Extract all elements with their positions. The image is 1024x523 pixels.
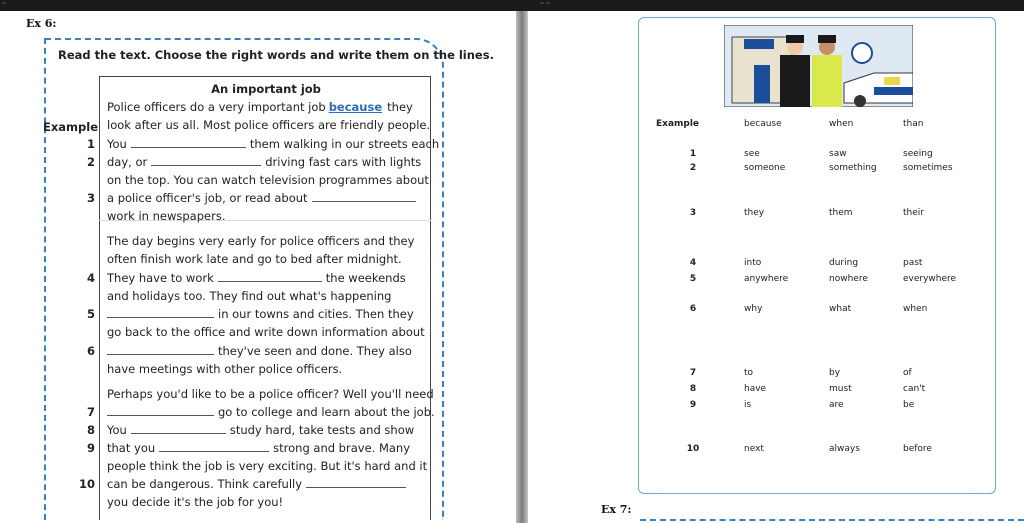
- passage-line: [107, 173, 429, 187]
- bottom-dashed-line: [640, 519, 1024, 521]
- example-label: Example: [43, 120, 98, 134]
- answer-blank[interactable]: [306, 478, 406, 488]
- line-text: day, or: [107, 155, 148, 169]
- option-word[interactable]: saw: [829, 149, 847, 159]
- answer-blank[interactable]: [107, 308, 214, 318]
- line-text: driving fast cars with lights: [265, 155, 422, 169]
- passage-line: [107, 495, 283, 509]
- option-word[interactable]: past: [903, 258, 923, 268]
- question-number: 8: [86, 423, 95, 437]
- passage-line: [107, 307, 414, 321]
- line-text: You: [107, 423, 127, 437]
- line-text: work in newspapers.: [107, 209, 226, 223]
- question-number: 4: [86, 271, 95, 285]
- option-number: 4: [689, 258, 697, 268]
- line-text: they: [387, 100, 413, 114]
- question-number: 3: [86, 191, 95, 205]
- line-text: people think the job is very exciting. But it's hard and it: [107, 459, 428, 473]
- option-word[interactable]: than: [903, 119, 924, 129]
- line-text: often finish work late and go to bed after midnight.: [107, 252, 402, 266]
- passage-line: [107, 405, 435, 419]
- exercise-7-label: Ex 7:: [601, 503, 632, 516]
- table-divider: [99, 76, 100, 520]
- option-number: 8: [689, 384, 697, 394]
- line-text: them walking in our streets each: [249, 137, 440, 151]
- option-word[interactable]: when: [903, 304, 928, 314]
- corner-scribble: ~ ~: [540, 1, 550, 7]
- passage-line: [107, 362, 342, 376]
- answer-blank[interactable]: [131, 424, 226, 434]
- option-number: 2: [689, 163, 697, 173]
- question-number: 2: [86, 155, 95, 169]
- option-word[interactable]: nowhere: [829, 274, 868, 284]
- passage-line: [107, 155, 421, 169]
- answer-blank[interactable]: [107, 406, 214, 416]
- line-text: Perhaps you'd like to be a police officer? Well you'll need: [107, 387, 434, 401]
- option-number: 3: [689, 208, 697, 218]
- answer-blank[interactable]: [151, 156, 261, 166]
- table-top-border: [99, 76, 431, 77]
- option-word[interactable]: next: [744, 444, 764, 454]
- line-text: they've seen and done. They also: [218, 344, 412, 358]
- line-text: look after us all. Most police officers are friendly people.: [107, 118, 431, 132]
- example-answer: because: [328, 100, 383, 114]
- question-number: 10: [78, 477, 95, 491]
- option-word[interactable]: someone: [744, 163, 786, 173]
- option-word[interactable]: sometimes: [903, 163, 953, 173]
- line-text: a police officer's job, or read about: [107, 191, 308, 205]
- answer-blank[interactable]: [107, 345, 214, 355]
- passage-line: [107, 459, 427, 473]
- passage-line: [107, 234, 414, 248]
- top-dark-bar: [0, 0, 1024, 11]
- option-word[interactable]: of: [903, 368, 912, 378]
- passage-line: [107, 191, 420, 205]
- question-number: 1: [86, 137, 95, 151]
- passage-line: [107, 209, 225, 223]
- passage-line: [107, 344, 412, 358]
- option-word[interactable]: during: [829, 258, 859, 268]
- option-number: 10: [686, 444, 700, 454]
- option-word[interactable]: into: [744, 258, 762, 268]
- option-word[interactable]: before: [903, 444, 932, 454]
- line-text: go back to the office and write down information about: [107, 325, 425, 339]
- line-text: strong and brave. Many: [273, 441, 411, 455]
- passage-line: [107, 252, 402, 266]
- line-text: have meetings with other police officers.: [107, 362, 343, 376]
- question-number: 6: [86, 344, 95, 358]
- line-text: can be dangerous. Think carefully: [107, 477, 303, 491]
- line-text: and holidays too. They find out what's happening: [107, 289, 392, 303]
- option-word[interactable]: is: [744, 400, 752, 410]
- option-number: 9: [689, 400, 697, 410]
- line-text: the weekends: [325, 271, 406, 285]
- line-text: They have to work: [107, 271, 214, 285]
- passage-line: [107, 387, 434, 401]
- passage-title: An important job: [211, 82, 321, 96]
- answer-blank[interactable]: [131, 138, 246, 148]
- passage-line: [107, 271, 406, 285]
- question-number: 7: [86, 405, 95, 419]
- option-word[interactable]: are: [829, 400, 844, 410]
- option-word[interactable]: must: [829, 384, 852, 394]
- answer-blank[interactable]: [312, 192, 416, 202]
- passage-line: [107, 100, 413, 114]
- passage-line: [107, 325, 425, 339]
- passage-line: [107, 423, 414, 437]
- answer-blank[interactable]: [159, 442, 269, 452]
- instruction-text: Read the text. Choose the right words and write them on the lines.: [58, 48, 494, 62]
- option-word[interactable]: when: [829, 119, 854, 129]
- line-text: Police officers do a very important job: [107, 100, 326, 114]
- option-number: 6: [689, 304, 697, 314]
- line-text: You: [107, 137, 127, 151]
- passage-line: [107, 289, 391, 303]
- option-word[interactable]: see: [744, 149, 760, 159]
- passage-line: [107, 118, 430, 132]
- question-number: 5: [86, 307, 95, 321]
- line-text: you decide it's the job for you!: [107, 495, 284, 509]
- answer-blank[interactable]: [218, 272, 322, 282]
- option-word[interactable]: their: [903, 208, 924, 218]
- option-word[interactable]: can't: [903, 384, 926, 394]
- option-word[interactable]: anywhere: [744, 274, 789, 284]
- option-word[interactable]: to: [744, 368, 754, 378]
- option-word[interactable]: everywhere: [903, 274, 957, 284]
- exercise-6-label: Ex 6:: [26, 17, 57, 30]
- option-word[interactable]: have: [744, 384, 767, 394]
- line-text: study hard, take tests and show: [229, 423, 415, 437]
- option-word[interactable]: why: [744, 304, 763, 314]
- option-number: 1: [689, 149, 697, 159]
- option-word[interactable]: they: [744, 208, 765, 218]
- police-illustration: [724, 25, 913, 107]
- option-word[interactable]: something: [829, 163, 877, 173]
- options-example-label: Example: [656, 119, 700, 129]
- option-word[interactable]: be: [903, 400, 915, 410]
- option-word[interactable]: by: [829, 368, 841, 378]
- passage-line: [107, 441, 410, 455]
- option-word[interactable]: them: [829, 208, 853, 218]
- option-word[interactable]: because: [744, 119, 782, 129]
- line-text: in our towns and cities. Then they: [218, 307, 414, 321]
- option-word[interactable]: always: [829, 444, 860, 454]
- line-text: that you: [107, 441, 156, 455]
- option-word[interactable]: seeing: [903, 149, 933, 159]
- question-number: 9: [86, 441, 95, 455]
- corner-scribble: ~: [2, 1, 7, 7]
- passage-line: [107, 137, 439, 151]
- option-number: 7: [689, 368, 697, 378]
- option-number: 5: [689, 274, 697, 284]
- line-text: on the top. You can watch television programmes about: [107, 173, 429, 187]
- passage-line: [107, 477, 410, 491]
- line-text: go to college and learn about the job.: [218, 405, 435, 419]
- line-text: The day begins very early for police officers and they: [107, 234, 415, 248]
- option-word[interactable]: what: [829, 304, 852, 314]
